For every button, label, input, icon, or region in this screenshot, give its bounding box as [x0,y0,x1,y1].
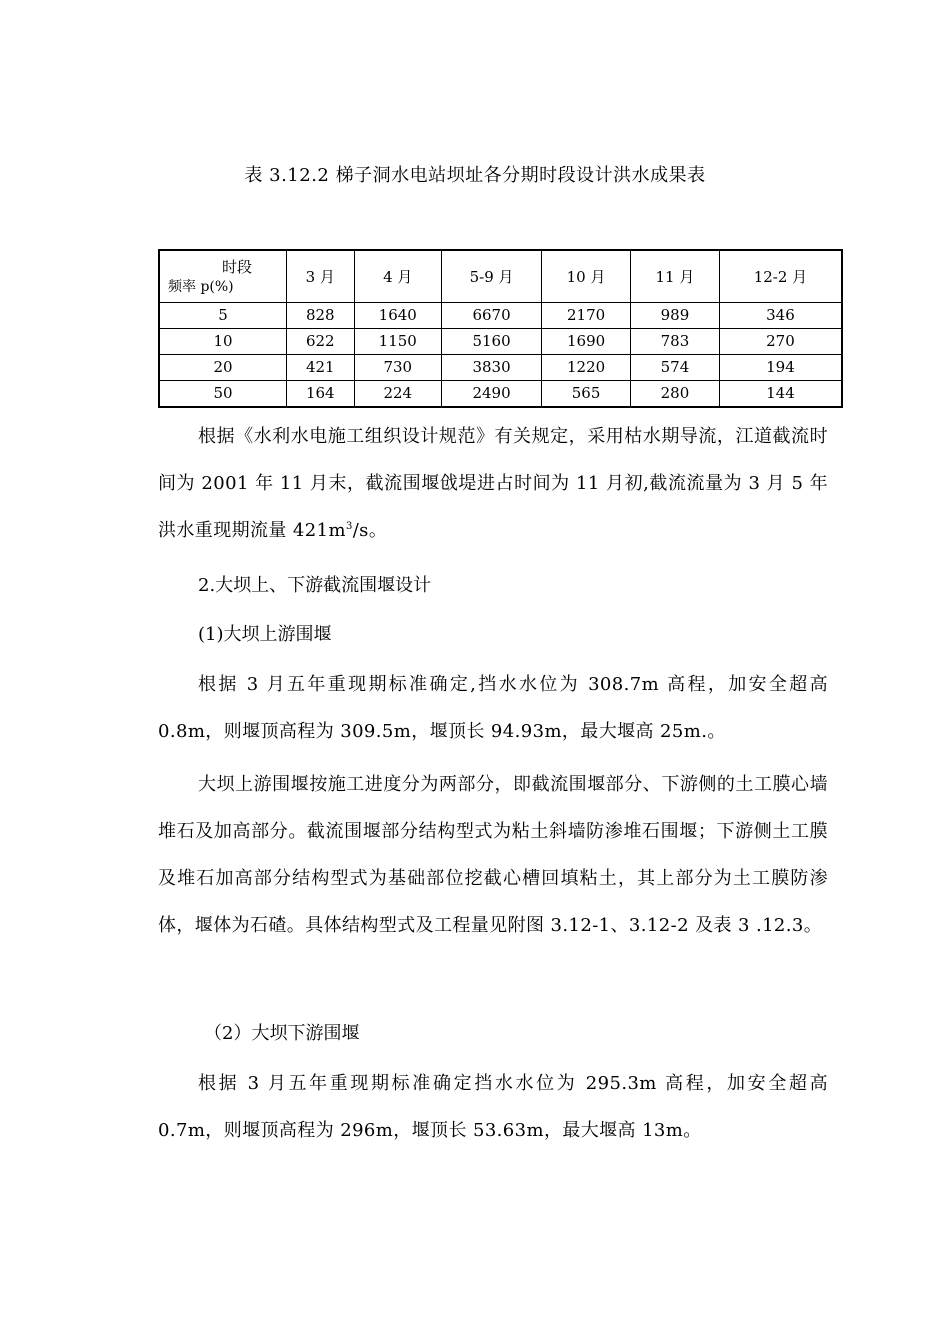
subsection-heading: (1)大坝上游围堰 [198,624,332,645]
table-cell: 2170 [542,303,631,329]
paragraph-text: /s。 [352,520,388,541]
table-cell: 144 [719,381,842,408]
subsection-heading: （2）大坝下游围堰 [204,1023,360,1044]
table-corner-cell [159,250,287,303]
table-cell: 730 [354,355,441,381]
flood-results-table [158,249,843,408]
table-header-row [159,250,842,303]
column-header: 12-2 月 [719,250,842,303]
table-cell: 6670 [441,303,541,329]
table-cell: 1640 [354,303,441,329]
paragraph-upstream-elevation: 根据 3 月五年重现期标准确定,挡水水位为 308.7m 高程，加安全超高 0.8m，则堰顶高程为 309.5m，堰顶长 94.93m，最大堰高 25m.。 [158,674,828,742]
corner-frequency-label: 频率 p(%) [168,278,234,295]
table-cell: 5160 [441,329,541,355]
table-cell: 270 [719,329,842,355]
paragraph-downstream-elevation: 根据 3 月五年重现期标准确定挡水水位为 295.3m 高程，加安全超高 0.7m，则堰顶高程为 296m，堰顶长 53.63m，最大堰高 13m。 [158,1073,828,1141]
table-cell: 224 [354,381,441,408]
table-cell: 622 [287,329,355,355]
paragraph-upstream-structure: 大坝上游围堰按施工进度分为两部分，即截流围堰部分、下游侧的土工膜心墙堆石及加高部分。截流围堰部分结构型式为粘土斜墙防渗堆石围堰；下游侧土工膜及堆石加高部分结构型式为基础部位挖截心槽回填粘土，其上部分为土工膜防渗体，堰体为石碴。具体结构型式及工程量见附图 3.12-1、3.12-2 及表 3 .12.3。 [158,774,828,936]
table-cell: 565 [542,381,631,408]
table-cell: 421 [287,355,355,381]
column-header: 5-9 月 [441,250,541,303]
table-cell: 346 [719,303,842,329]
table-cell: 574 [631,355,720,381]
table-cell: 1150 [354,329,441,355]
table-row [159,381,842,408]
table-cell: 280 [631,381,720,408]
table-cell: 828 [287,303,355,329]
table-cell: 2490 [441,381,541,408]
table-row [159,303,842,329]
table-row [159,329,842,355]
column-header: 11 月 [631,250,720,303]
table-cell: 1220 [542,355,631,381]
table-cell: 1690 [542,329,631,355]
table-cell: 10 [159,329,287,355]
column-header: 4 月 [354,250,441,303]
table-cell: 164 [287,381,355,408]
table-cell: 5 [159,303,287,329]
paragraph-text: 根据《水利水电施工组织设计规范》有关规定，采用枯水期导流，江道截流时间为 2001 年 11 月末，截流围堰戗堤进占时间为 11 月初,截流流量为 3 月 5 年洪水重现期流量 421m [158,426,828,541]
superscript: 3 [345,521,353,532]
table-cell: 783 [631,329,720,355]
column-header: 3 月 [287,250,355,303]
corner-period-label: 时段 [221,257,252,276]
column-header: 10 月 [542,250,631,303]
table-row [159,355,842,381]
table-cell: 989 [631,303,720,329]
table-cell: 194 [719,355,842,381]
table-cell: 20 [159,355,287,381]
table-cell: 50 [159,381,287,408]
table-cell: 3830 [441,355,541,381]
table-caption: 表 3.12.2 梯子洞水电站坝址各分期时段设计洪水成果表 [244,165,706,186]
section-heading: 2.大坝上、下游截流围堰设计 [198,575,432,596]
paragraph-diversion-standard [158,413,828,554]
